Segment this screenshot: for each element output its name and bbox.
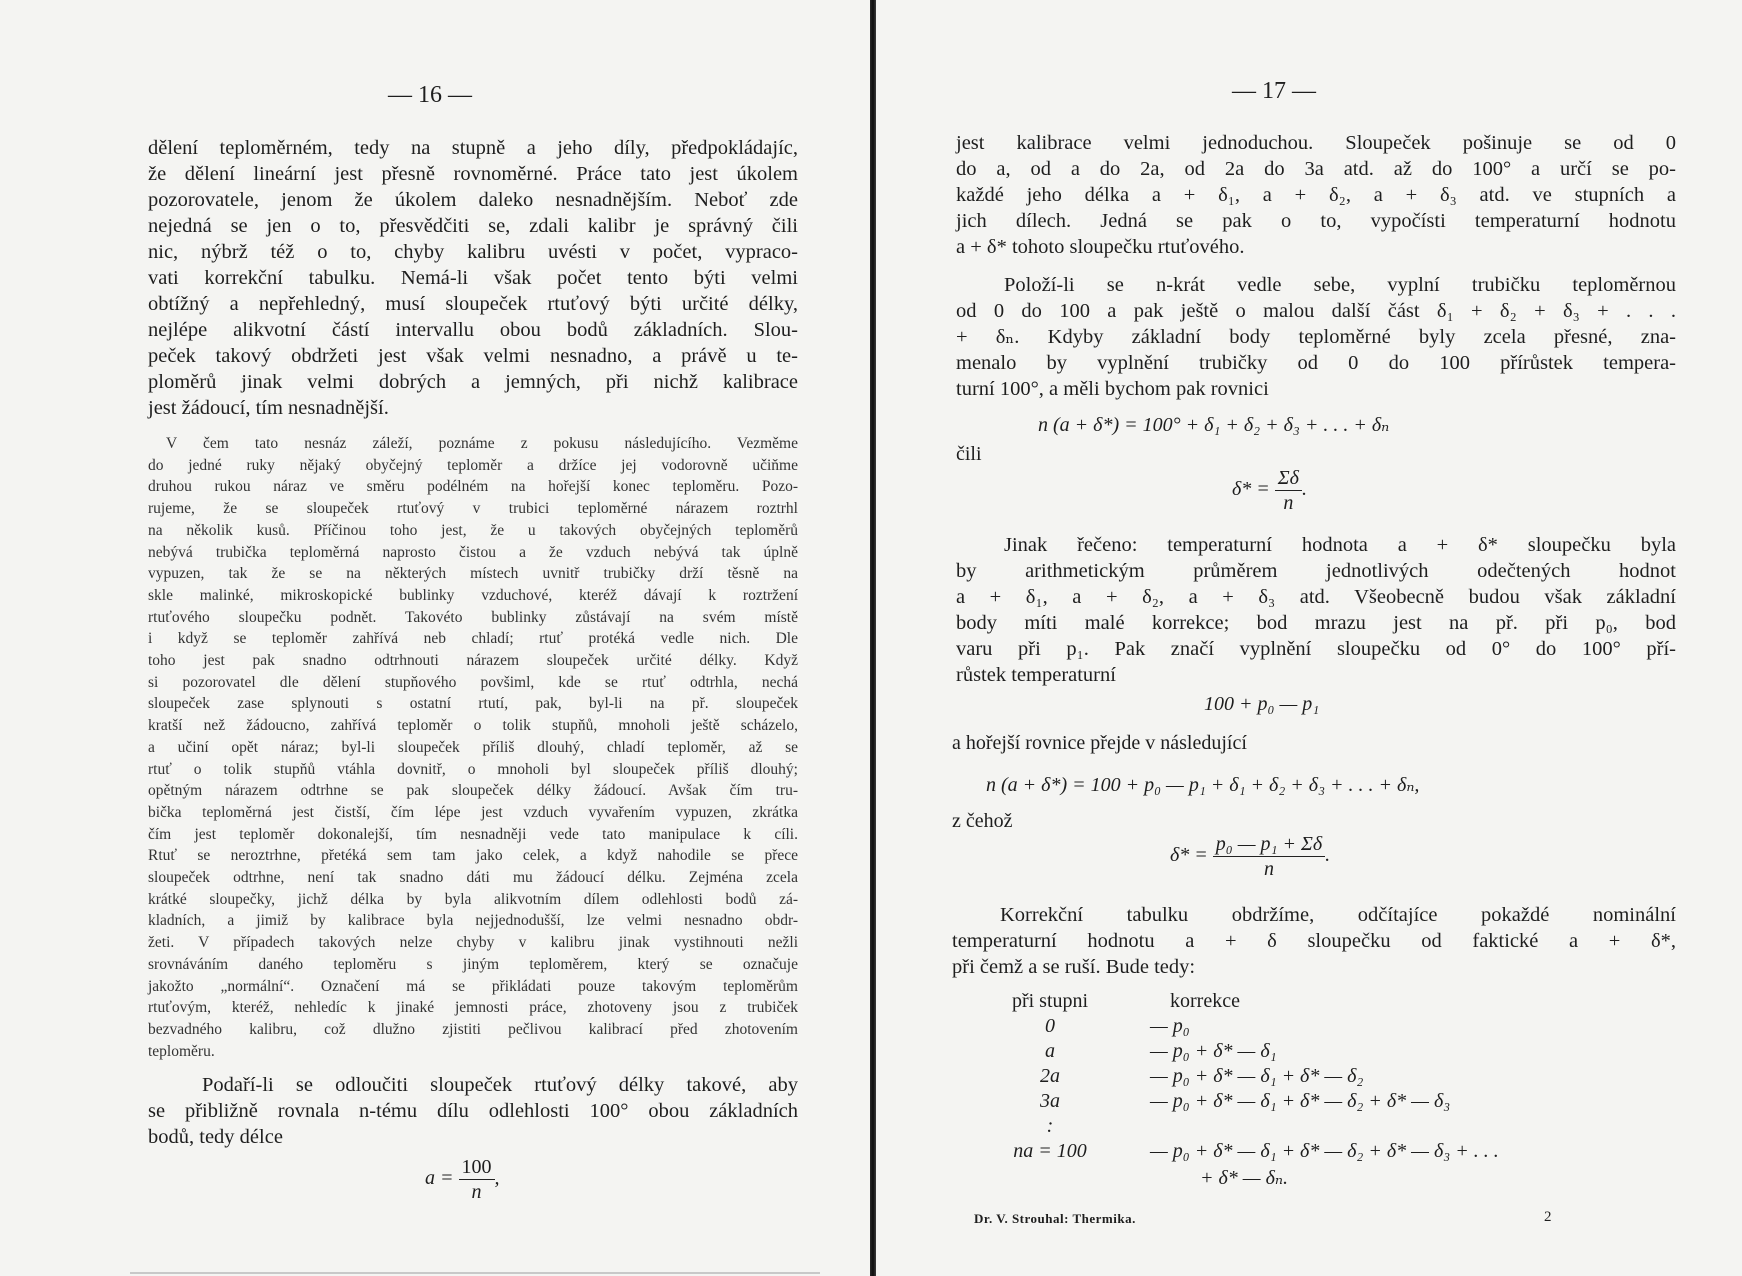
equation-3: 100 + p₀ — p₁ — [1204, 693, 1320, 715]
text-line: si pozorovatel dle dělení stupňového povšiml, kde se rtuť odtrhla, nechá — [148, 673, 798, 691]
text-line: obtížný a nepřehledný, musí sloupeček rtuťový býti určité délky, — [148, 293, 798, 315]
text-line: jest žádoucí, tím nesnadnější. — [148, 397, 389, 419]
page-bottom-rule — [130, 1272, 820, 1274]
text-line: peček takový obdržeti jest však velmi nesnadno, a právě u te- — [148, 345, 798, 367]
text-line: rtuťového sloupečku podnět. Takovéto bublinky zůstávají na svém místě — [148, 608, 798, 626]
table-row: 3a — p₀ + δ* — δ₁ + δ* — δ₂ + δ* — δ₃ — [1040, 1090, 1451, 1112]
right-paragraph-2 — [956, 272, 1676, 402]
equation-4: n (a + δ*) = 100 + p₀ — p₁ + δ₁ + δ₂ + δ₃ + . . . + δₙ, — [986, 774, 1420, 796]
right-paragraph-3 — [956, 532, 1676, 688]
transition-text-2: z čehož — [952, 810, 1013, 832]
text-line: nejlépe alikvotní částí intervallu obou bodů základních. Slou- — [148, 319, 798, 341]
text-line: a + δ* tohoto sloupečku rtuťového. — [956, 236, 1245, 258]
text-line: menalo by vyplnění trubičky od 0 do 100 přírůstek tempera- — [956, 352, 1676, 374]
transition-text-1: a hořejší rovnice přejde v následující — [952, 732, 1247, 754]
text-line: toho jest pak snadno odtrhnouti nárazem sloupeček určité délky. Když — [148, 652, 798, 670]
text-line: V čem tato nesnáz záleží, poznáme z pokusu následujícího. Vezměme — [166, 435, 798, 452]
text-line: na několik kusů. Příčinou toho jest, že u takových obyčejných teploměrů — [148, 521, 798, 539]
text-line: Jinak řečeno: temperaturní hodnota a + δ* sloupečku byla — [1004, 534, 1676, 556]
right-paragraph-4 — [952, 902, 1676, 980]
text-line: bezvadného kalibru, což dlužno zjistiti pečlivou kalibrací před zhotovením — [148, 1020, 798, 1038]
text-line: teploměru. — [148, 1042, 215, 1060]
text-line: body míti malé korrekce; bod mrazu jest na př. při p₀, bod — [956, 612, 1676, 634]
text-line: kratší než žádoucno, zahřívá teploměr o tolik stupňů, mnoholi ještě scházelo, — [148, 717, 798, 735]
text-line: i když se teploměr zahřívá neb chladí; rtuť protéká vedle nich. Dle — [148, 630, 798, 648]
text-line: každé jeho délka a + δ₁, a + δ₂, a + δ₃ atd. ve stupních a — [956, 184, 1676, 206]
left-page — [0, 0, 870, 1276]
text-line: nejedná se jen o to, přesvědčiti se, zdali kalibr je správný čili — [148, 215, 798, 237]
table-row: 0 — p₀ — [1045, 1015, 1190, 1037]
text-line: při čemž a se ruší. Bude tedy: — [952, 956, 1196, 978]
text-line: Položí-li se n-krát vedle sebe, vyplní trubičku teploměrnou — [1004, 274, 1676, 296]
correction-table — [960, 990, 1499, 1190]
table-row: a — p₀ + δ* — δ₁ — [1045, 1040, 1277, 1062]
text-line: krátké sloupečky, jichž délka by byla alikvotním dílem odlehlosti bodů zá- — [148, 890, 798, 908]
text-line: temperaturní hodnotu a + δ sloupečku od faktické a + δ*, — [952, 930, 1676, 952]
table-row: : — [1046, 1115, 1054, 1137]
text-line: varu při p₁. Pak značí vyplnění sloupečku od 0° do 100° pří- — [956, 638, 1676, 660]
right-paragraph-1 — [956, 130, 1676, 260]
text-line: dělení teploměrném, tedy na stupně a jeho díly, předpokládajíc, — [148, 137, 798, 159]
equation-5: δ* = $\frac{\text{p₀ — p₁ + Σδ}}{n}$ . — [1170, 833, 1331, 880]
table-header: korrekce — [1170, 990, 1240, 1012]
table-header-row — [960, 990, 1499, 1015]
text-line: se přibližně rovnala n-tému dílu odlehlosti 100° obou základních — [148, 1100, 798, 1122]
text-line: vypuzen, tak že se na některých místech uvnitř trubičky drží těsně na — [148, 565, 798, 583]
text-line: jest kalibrace velmi jednoduchou. Sloupeček pošinuje se od 0 — [956, 132, 1676, 154]
text-line: od 0 do 100 a pak ještě o malou další část δ₁ + δ₂ + δ₃ + . . . — [956, 300, 1676, 322]
label-cili: čili — [956, 443, 982, 465]
table-row: 2a — p₀ + δ* — δ₁ + δ* — δ₂ — [1040, 1065, 1364, 1087]
table-row: + δ* — δₙ. — [1200, 1167, 1288, 1189]
table-header: při stupni — [1011, 990, 1089, 1012]
text-line: by arithmetickým průměrem jednotlivých odečtených hodnot — [956, 560, 1676, 582]
equation-a: a = $\frac{100}{n}$ , — [425, 1156, 500, 1203]
text-line: sloupeček zase splynouti s ostatní rtutí, pak, byl-li na př. sloupeček — [148, 695, 798, 713]
text-line: jich dílech. Jedná se pak o to, vypočísti temperaturní hodnotu — [956, 210, 1676, 232]
right-page — [876, 0, 1742, 1276]
text-line: do a, od a do 2a, od 2a do 3a atd. až do 100° a určí se po- — [956, 158, 1676, 180]
text-line: sloupeček odtrhne, není tak snadno dáti mu žádoucí délku. Zejména zcela — [148, 869, 798, 887]
text-line: vati korrekční tabulku. Nemá-li však počet tento býti velmi — [148, 267, 798, 289]
text-line: turní 100°, a měli bychom pak rovnici — [956, 378, 1269, 400]
text-line: bodů, tedy délce — [148, 1126, 283, 1148]
text-line: bička teploměrná jest čistší, čím lépe jest vzduch vyvařením vypuzen, zkrátka — [148, 803, 798, 821]
text-line: růstek temperaturní — [956, 664, 1116, 686]
text-line: opětným nárazem odtrhne se pak sloupeček délky žádoucí. Avšak čím tru- — [148, 782, 798, 800]
left-small-print-paragraph — [148, 433, 798, 1062]
text-line: srovnáváním daného teploměru s jiným teploměrem, který se označuje — [148, 955, 798, 973]
table-row: na = 100 — p₀ + δ* — δ₁ + δ* — δ₂ + δ* — δ₃ + . . . — [1013, 1140, 1499, 1162]
text-line: že dělení lineární jest přesně rovnoměrné. Práce tato jest úkolem — [148, 163, 798, 185]
text-line: jakožto „normální“. Označení má se přikládati pouze takovým teploměrům — [148, 977, 798, 995]
text-line: druhou rukou náraz ve směru podélném na hořejší konec teploměru. Pozo- — [148, 478, 798, 496]
text-line: a + δ₁, a + δ₂, a + δ₃ atd. Všeobecně budou však základní — [956, 586, 1676, 608]
text-line: skle malinké, mikroskopické bublinky vzduchové, kteréž dávají k roztržení — [148, 586, 798, 604]
text-line: ploměrů jinak velmi dobrých a jemných, při nichž kalibrace — [148, 371, 798, 393]
text-line: Rtuť se neroztrhne, přetéká sem tam jako celek, a když nahodile se přece — [148, 847, 798, 865]
text-line: žeti. V případech takových nelze chyby v kalibru jinak vystihnouti nežli — [148, 934, 798, 952]
text-line: Korrekční tabulku obdržíme, odčítajíce pokaždé nominální — [1000, 904, 1676, 926]
page-number-right: — 17 — — [1232, 78, 1316, 104]
page-number-left: — 16 — — [388, 82, 472, 108]
equation-1: n (a + δ*) = 100° + δ₁ + δ₂ + δ₃ + . . . + δₙ — [1038, 414, 1390, 436]
text-line: rtuť o tolik stupňů vtáhla dovnitř, o mnoholi byl sloupeček příliš dlouhý; — [148, 760, 798, 778]
text-line: čím jest teploměr dokonalejší, tím nesnadněji vede tato manipulace k cíli. — [148, 825, 798, 843]
text-line: kladních, a jimiž by kalibrace byla nejjednodušší, lze velmi nesnadno obdr- — [148, 912, 798, 930]
text-line: rujeme, že se sloupeček rtuťový v trubici teploměrné nárazem roztrhl — [148, 500, 798, 518]
left-paragraph-1 — [148, 135, 798, 421]
text-line: pozorovatele, jenom že úkolem daleko nesnadnějším. Neboť zde — [148, 189, 798, 211]
text-line: nic, nýbrž též o to, chyby kalibru uvésti v počet, vypraco- — [148, 241, 798, 263]
text-line: do jedné ruky nějaký obyčejný teploměr a držíce jej vodorovně učiňme — [148, 456, 798, 474]
text-line: + δₙ. Kdyby základní body teploměrné byly zcela přesné, zna- — [956, 326, 1676, 348]
text-line: rtuťovým, kteréž, nehledíc k jinaké jemnosti práce, zhotoveny jsou z trubiček — [148, 999, 798, 1017]
equation-2: δ* = $\frac{\Sigma\delta}{n}$ . — [1232, 467, 1307, 514]
footer-author-title: Dr. V. Strouhal: Thermika. — [974, 1211, 1136, 1226]
left-paragraph-2 — [148, 1072, 798, 1150]
text-line: a učiní opět náraz; byl-li sloupeček příliš dlouhý, chladí teploměr, až se — [148, 738, 798, 756]
footer-signature-number: 2 — [1544, 1209, 1552, 1225]
text-line: Podaří-li se odloučiti sloupeček rtuťový délky takové, aby — [202, 1074, 798, 1096]
text-line: nebývá trubička teploměrná naprosto čistou a že vzduch nebývá tak úplně — [148, 543, 798, 561]
